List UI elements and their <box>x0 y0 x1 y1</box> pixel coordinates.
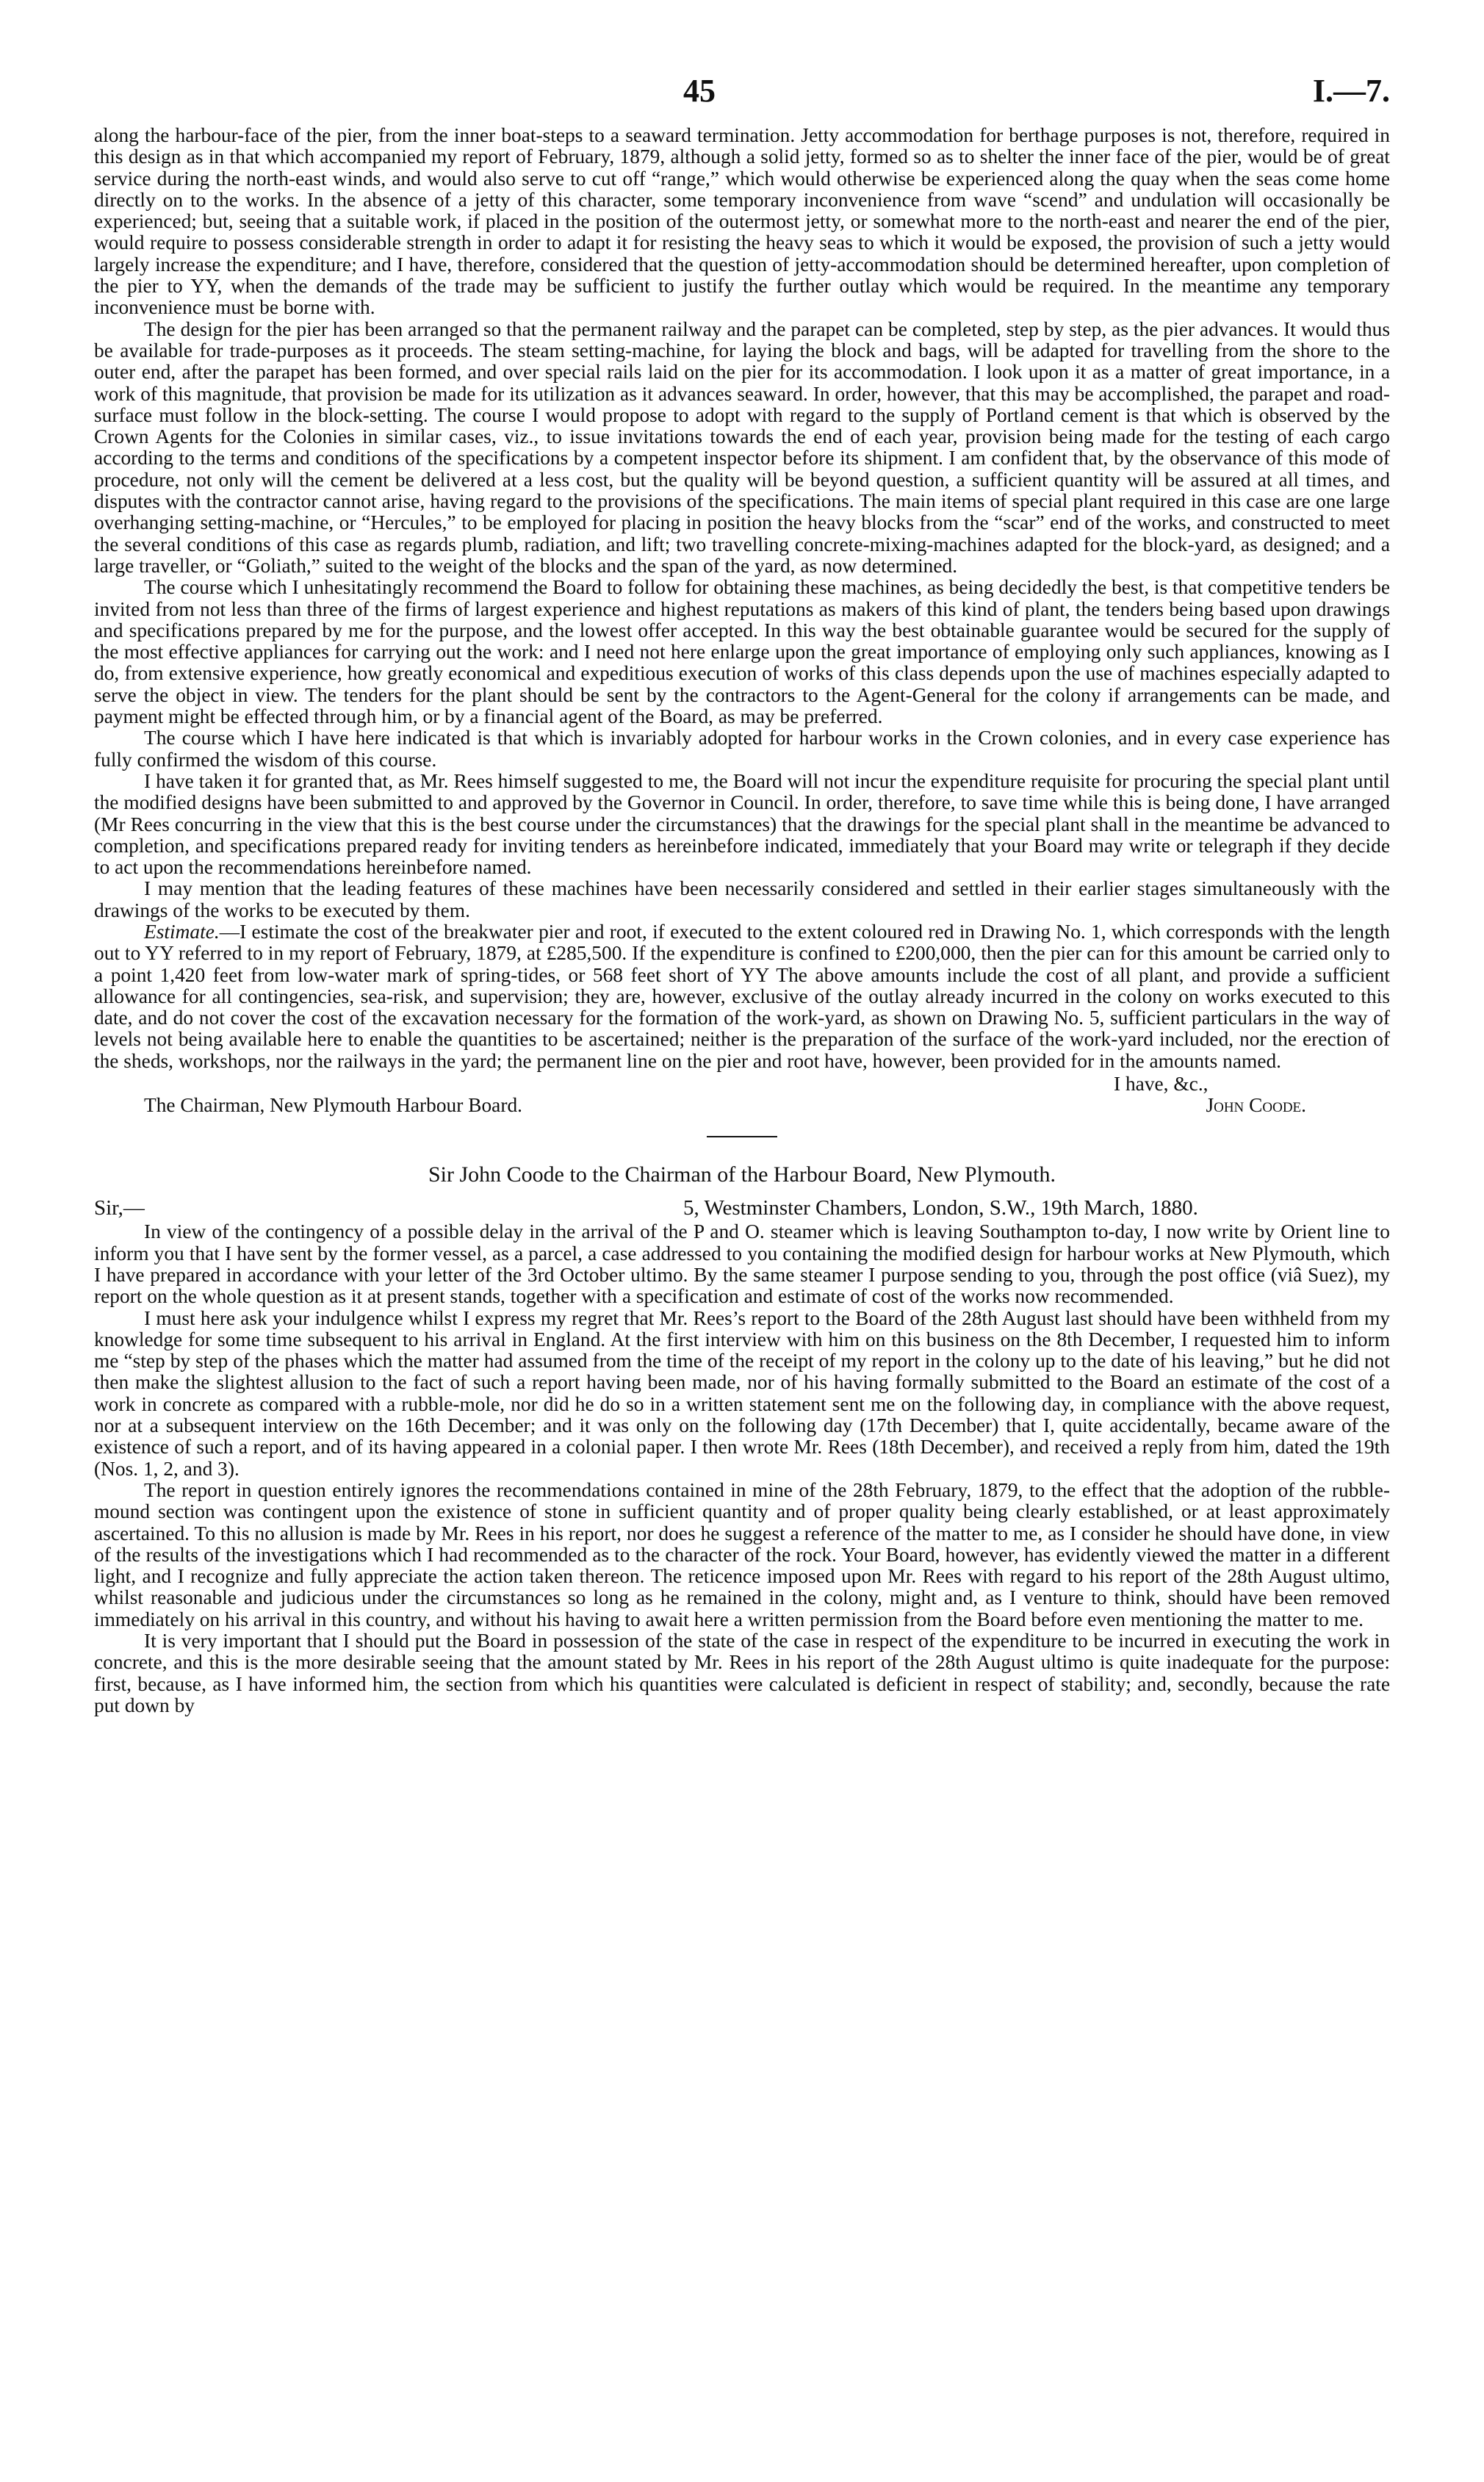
document-page <box>94 72 1390 1716</box>
estimate-paragraph <box>94 921 1390 1072</box>
page-number: 45 <box>683 73 716 109</box>
paragraph: The course which I unhesitatingly recommend the Board to follow for obtaining these machines, as being decidedly the best, is that competitive tenders be invited from not less than three of the firms of largest experience and highest reputations as makers of this kind of plant, the tenders being based upon drawings and specifications prepared by me for the purpose, and the lowest offer accepted. In this way the best obtainable guarantee would be secured for the supply of the most effective appliances for carrying out the work: and I need not here enlarge upon the great importance of employing only such appliances, knowing as I do, from extensive experience, how greatly economical and expeditious execution of works of this class depends upon the use of machines especially adapted to serve the object in view. The tenders for the plant should be sent by the contractors to the Agent-General for the colony if arrangements can be made, and payment might be effected through him, or by a financial agent of the Board, as may be preferred. <box>94 576 1390 728</box>
paragraph: I may mention that the leading features of these machines have been necessarily considered and settled in their earlier stages simultaneously with the drawings of the works to be executed by them. <box>94 877 1390 921</box>
estimate-label: Estimate. <box>144 920 220 943</box>
address-line <box>94 1196 1390 1221</box>
document-reference: I.—7. <box>1312 73 1390 109</box>
paragraph: I must here ask your indulgence whilst I express my regret that Mr. Rees’s report to the Board of the 28th August last should have been withheld from my knowledge for some time subsequent to his arrival in England. At the first interview with him on this business on the 8th December, I requested him to inform me “step by step of the phases which the matter had assumed from the time of the receipt of my report in the colony up to the date of his leaving,” but he did not then make the slightest allusion to the fact of such a report having been made, nor of his having formally submitted to the Board an estimate of the cost of a work in concrete as compared with a rubble-mole, nor did he do so in a written statement sent me on the following day, in compliance with the above request, nor at a subsequent interview on the 16th December; and it was only on the following day (17th December) that I, quite accidentally, became aware of the existence of such a report, and of its having appeared in a colonial paper. I then wrote Mr. Rees (18th December), and received a reply from him, dated the 19th (Nos. 1, 2, and 3). <box>94 1306 1390 1480</box>
letter-body-2 <box>94 1221 1390 1716</box>
paragraph: I have taken it for granted that, as Mr. Rees himself suggested to me, the Board will not incur the expenditure requisite for procuring the special plant until the modified designs have been submitted to and approved by the Governor in Council. In order, therefore, to save time while this is being done, I have arranged (Mr Rees concurring in the view that this is the best course under the circumstances) that the drawings for the special plant shall in the meantime be advanced to completion, and specifications prepared ready for inviting tenders as hereinbefore indicated, immediately that your Board may write or telegraph if they decide to act upon the recommendations hereinbefore named. <box>94 769 1390 879</box>
paragraph: The design for the pier has been arranged so that the permanent railway and the parapet can be completed, step by step, as the pier advances. It would thus be available for trade-purposes as it proceeds. The steam setting-machine, for laying the block and bags, will be adapted for travelling from the shore to the outer end, after the parapet has been formed, and over special rails laid on the pier for its accommodation. I look upon it as a matter of great importance, in a work of this magnitude, that provision be made for its utilization as it advances seaward. In order, however, that this may be accomplished, the parapet and road-surface must follow in the block-setting. The course I would propose to adopt with regard to the supply of Portland cement is that which is observed by the Crown Agents for the Colonies in similar cases, viz., to issue invitations towards the end of each year, provision being made for the testing of each cargo according to the terms and conditions of the specifications by a competent inspector before its shipment. I am confident that, by the observance of this mode of procedure, not only will the cement be delivered at a less cost, but the quality will be beyond question, a sufficient quantity will be assured at all times, and disputes with the contractor cannot arise, having regard to the provisions of the specifications. The main items of special plant required in this case are one large overhanging setting-machine, or “Hercules,” to be employed for placing in position the heavy blocks from the “scar” end of the works, and constructed to meet the several conditions of this case as regards plumb, radiation, and lift; two travelling concrete-mixing-machines adapted for the block-yard, as designed; and a large traveller, or “Goliath,” suited to the weight of the blocks and the span of the yard, as now determined. <box>94 317 1390 577</box>
addressee: The Chairman, New Plymouth Harbour Board. <box>144 1094 522 1117</box>
section-divider <box>707 1136 777 1137</box>
signature: John Coode. <box>1206 1094 1306 1117</box>
letter-body <box>94 125 1390 1117</box>
estimate-text: —I estimate the cost of the breakwater pier and root, if executed to the extent coloured red in Drawing No. 1, which corresponds with the length out to YY referred to in my report of February, 1879, at £285,500. If the expenditure is confined to £200,000, then the pier can for this amount be carried only to a point 1,420 feet from low-water mark of spring-tides, or 568 feet short of YY The above amounts include the cost of all plant, and provide a sufficient allowance for all contingencies, sea-risk, and supervision; they are, however, exclusive of the outlay already incurred in the colony on works executed to this date, and do not cover the cost of the excavation necessary for the formation of the work-yard, as shown on Drawing No. 5, sufficient particulars in the way of levels not being available here to enable the quantities to be ascertained; neither is the preparation of the surface of the work-yard included, nor the erection of the sheds, workshops, nor the railways in the yard; the permanent line on the pier and root have, however, been provided for in the amounts named. <box>94 920 1390 1072</box>
salutation: Sir,— <box>94 1196 145 1220</box>
dateline: 5, Westminster Chambers, London, S.W., 19th March, 1880. <box>683 1196 1198 1220</box>
paragraph: The course which I have here indicated is that which is invariably adopted for harbour works in the Crown colonies, and in every case experience has fully confirmed the wisdom of this course. <box>94 727 1390 771</box>
paragraph: In view of the contingency of a possible delay in the arrival of the P and O. steamer which is leaving Southampton to-day, I now write by Orient line to inform you that I have sent by the former vessel, as a parcel, a case addressed to you containing the modified design for harbour works at New Plymouth, which I have prepared in accordance with your letter of the 3rd October ultimo. By the same steamer I purpose sending to you, through the post office (viâ Suez), my report on the whole question as it at present stands, together with a specification and estimate of cost of the works now recommended. <box>94 1220 1390 1308</box>
closing-phrase: I have, &c., <box>1114 1073 1209 1096</box>
letter-title: Sir John Coode to the Chairman of the Harbour Board, New Plymouth. <box>428 1162 1056 1187</box>
paragraph: The report in question entirely ignores the recommendations contained in mine of the 28th February, 1879, to the effect that the adoption of the rubble-mound section was contingent upon the existence of stone in sufficient quantity and of proper quality being clearly established, or at least approximately ascertained. To this no allusion is made by Mr. Rees in his report, nor does he suggest a reference of the matter to me, as I consider he should have done, in view of the results of the investigations which I had recommended as to the character of the rock. Your Board, however, has evidently viewed the matter in a different light, and I recognize and fully appreciate the action taken thereon. The reticence imposed upon Mr. Rees with regard to his report of the 28th August ultimo, whilst reasonable and judicious under the circumstances so long as he remained in the colony, might and, as I venture to think, should have been removed immediately on his arrival in this country, and without his having to await here a written permission from the Board before even mentioning the matter to me. <box>94 1478 1390 1630</box>
paragraph: It is very important that I should put the Board in possession of the state of the case in respect of the expenditure to be incurred in executing the work in concrete, and this is the more desirable seeing that the amount stated by Mr. Rees in his report of the 28th August ultimo is quite inadequate for the purpose: first, because, as I have informed him, the section from which his quantities were calculated is deficient in respect of stability; and, secondly, because the rate put down by <box>94 1630 1390 1716</box>
paragraph: along the harbour-face of the pier, from the inner boat-steps to a seaward termination. Jetty accommodation for berthage purposes is not, therefore, required in this design as in that which accompanied my report of February, 1879, although a solid jetty, formed so as to shelter the inner face of the pier, would be of great service during the north-east winds, and would also serve to cut off “range,” which would otherwise be experienced along the quay when the seas come home directly on to the works. In the absence of a jetty of this character, some temporary inconvenience from wave “scend” and undulation will occasionally be experienced; but, seeing that a suitable work, if placed in the position of the outermost jetty, or somewhat more to the north-east and nearer the end of the pier, would require to possess considerable strength in order to adapt it for resisting the heavy seas to which it would be exposed, the provision of such a jetty would largely increase the expenditure; and I have, therefore, considered that the question of jetty-accommodation should be determined hereafter, upon completion of the pier to YY, when the demands of the trade may be sufficient to justify the further outlay which would be required. In the meantime any temporary inconvenience must be borne with. <box>94 124 1390 319</box>
page-header <box>94 72 1390 125</box>
